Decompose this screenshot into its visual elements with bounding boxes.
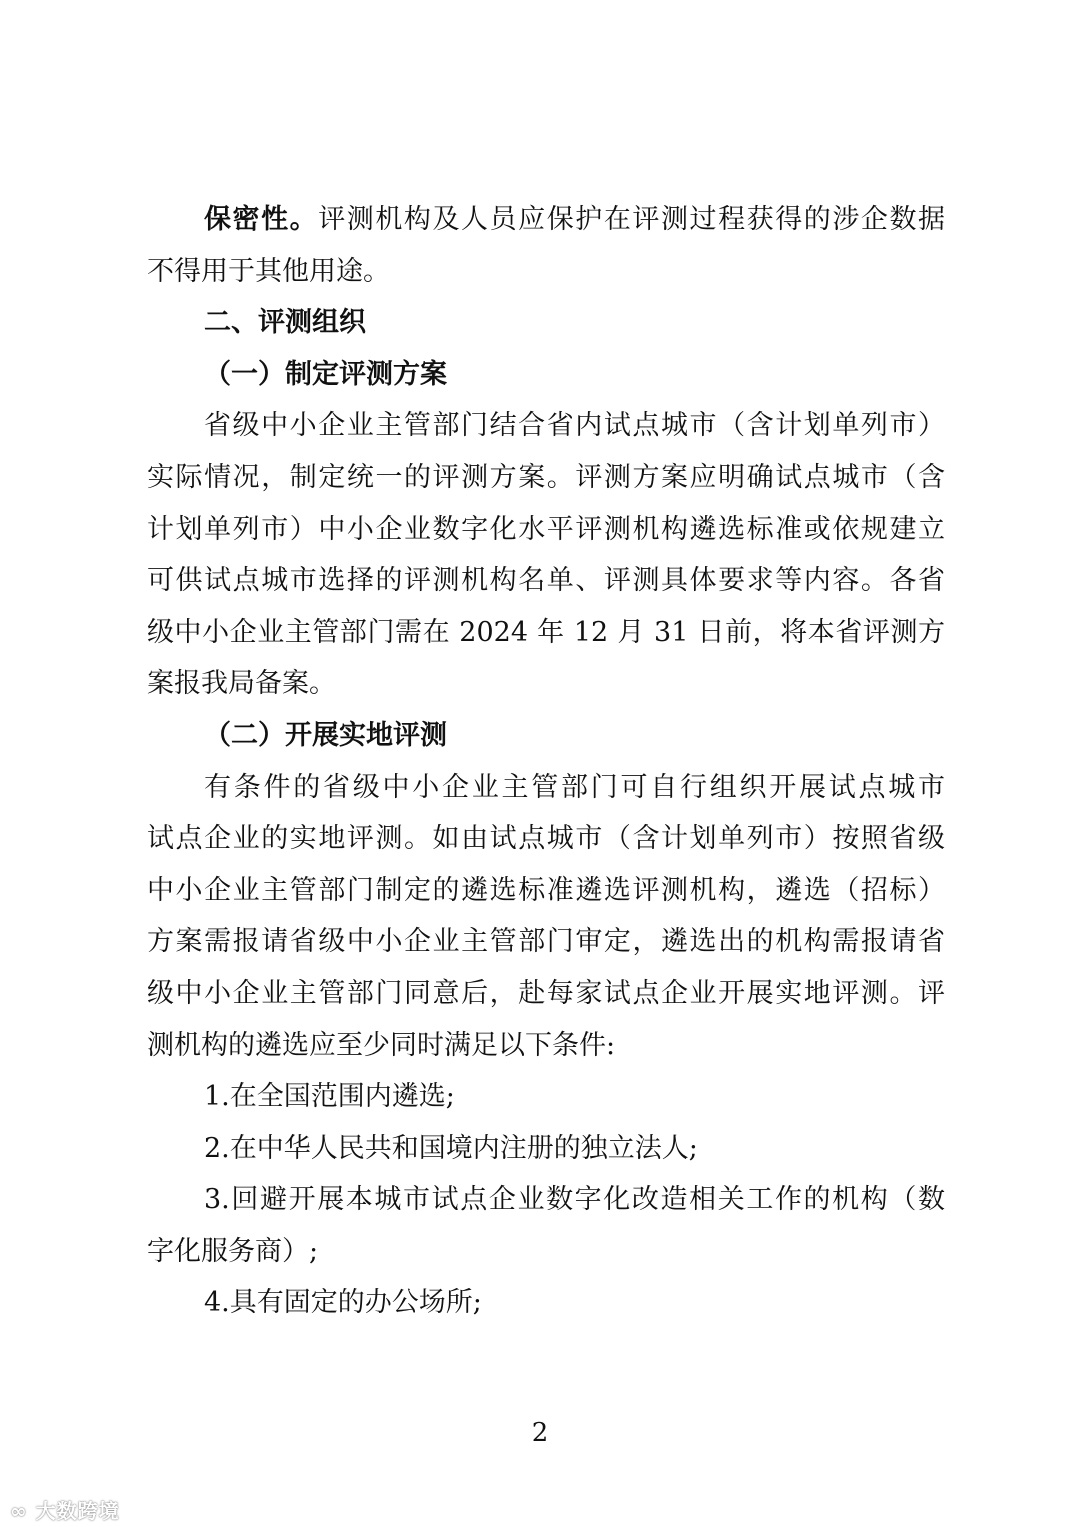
watermark-logo: ∞ 大数跨境 [10, 1499, 120, 1523]
paragraph-line: 保密性。评测机构及人员应保护在评测过程获得的涉企数据 [204, 204, 946, 235]
paragraph-line: 级中小企业主管部门需在 2024 年 12 月 31 日前，将本省评测方 [147, 616, 945, 648]
paragraph-line: 有条件的省级中小企业主管部门可自行组织开展试点城市 [204, 771, 945, 803]
section-heading: 二、评测组织 [204, 307, 366, 339]
paragraph-line: 计划单列市）中小企业数字化水平评测机构遴选标准或依规建立 [147, 513, 945, 545]
list-item-continuation: 字化服务商）; [147, 1235, 319, 1267]
list-item: 4.具有固定的办公场所; [204, 1287, 482, 1319]
list-item: 1.在全国范围内遴选; [204, 1081, 455, 1113]
paragraph-line: 级中小企业主管部门同意后，赴每家试点企业开展实地评测。评 [147, 977, 945, 1009]
paragraph-line: 省级中小企业主管部门结合省内试点城市（含计划单列市） [204, 410, 945, 442]
paragraph-line: 可供试点城市选择的评测机构名单、评测具体要求等内容。各省 [147, 565, 945, 597]
paragraph-line: 实际情况，制定统一的评测方案。评测方案应明确试点城市（含 [147, 461, 945, 493]
subsection-heading: （二）开展实地评测 [204, 719, 447, 751]
paragraph-line: 试点企业的实地评测。如由试点城市（含计划单列市）按照省级 [147, 823, 945, 855]
paragraph-line: 测机构的遴选应至少同时满足以下条件: [147, 1029, 616, 1061]
paragraph-line: 案报我局备案。 [147, 668, 336, 700]
list-item: 3.回避开展本城市试点企业数字化改造相关工作的机构（数 [204, 1184, 945, 1216]
watermark-icon: ∞ [10, 1499, 36, 1523]
paragraph-line: 方案需报请省级中小企业主管部门审定，遴选出的机构需报请省 [147, 926, 945, 958]
subsection-heading: （一）制定评测方案 [204, 358, 447, 390]
page-number: 2 [531, 1418, 549, 1448]
list-item: 2.在中华人民共和国境内注册的独立法人; [204, 1132, 698, 1164]
paragraph-line: 中小企业主管部门制定的遴选标准遴选评测机构，遴选（招标） [147, 874, 945, 906]
bold-lead: 保密性。 [204, 204, 319, 235]
document-body [147, 199, 945, 1334]
paragraph-line: 不得用于其他用途。 [147, 255, 390, 287]
